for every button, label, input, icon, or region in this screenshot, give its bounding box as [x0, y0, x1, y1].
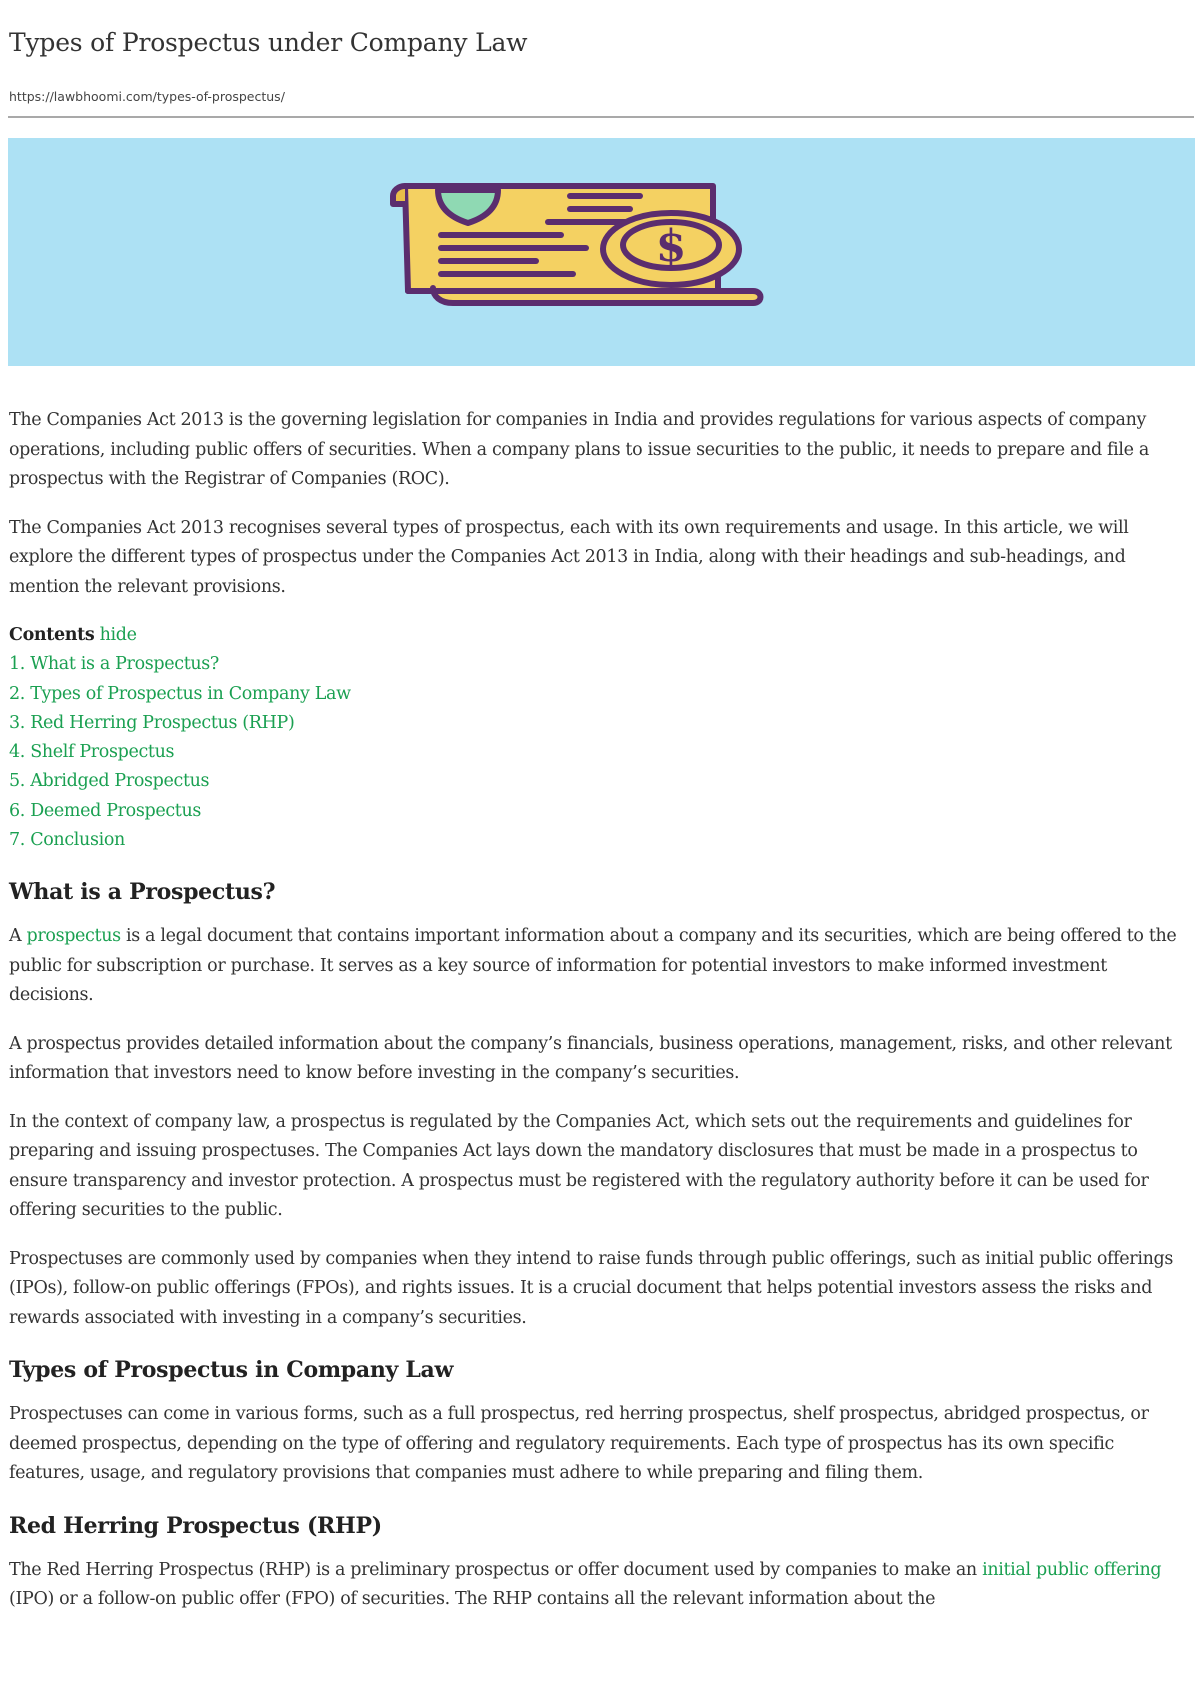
- page-title: Types of Prospectus under Company Law: [9, 28, 528, 57]
- section1-p1-prefix: A: [9, 926, 27, 947]
- intro-paragraph-2: The Companies Act 2013 recognises several types of prospectus, each with its own requirements and usage. In this article, we will explore the different types of prospectus under the Companies Act 2013 in India, along with their headings and sub-headings, and mention the relevant provisions.: [9, 517, 1129, 597]
- header-divider: [8, 116, 1194, 118]
- intro-paragraph-1: The Companies Act 2013 is the governing legislation for companies in India and provides regulations for various aspects of company operations, including public offers of securities. When a company plans to issue securities to the public, it needs to prepare and file a prospectus with the Registrar of Companies (ROC).: [9, 410, 1149, 489]
- toc-item-types-of-prospectus[interactable]: 2. Types of Prospectus in Company Law: [9, 683, 351, 704]
- svg-text:$: $: [655, 221, 687, 272]
- page-url: https://lawbhoomi.com/types-of-prospectus/: [9, 89, 285, 104]
- toc-item-red-herring-prospectus[interactable]: 3. Red Herring Prospectus (RHP): [9, 712, 295, 733]
- table-of-contents: [9, 621, 1193, 855]
- toc-item-conclusion[interactable]: 7. Conclusion: [9, 830, 125, 851]
- hero-banner: [8, 138, 1195, 366]
- section1-paragraph-1: [9, 922, 1193, 1011]
- section1-paragraph-2: A prospectus provides detailed information about the company’s financials, business operations, management, risks, and other relevant information that investors need to know before investing in the company’s securities.: [9, 1033, 1172, 1084]
- toc-heading: Contents: [9, 625, 95, 645]
- toc-item-shelf-prospectus[interactable]: 4. Shelf Prospectus: [9, 742, 175, 763]
- toc-item-deemed-prospectus[interactable]: 6. Deemed Prospectus: [9, 800, 202, 821]
- section3-p1-prefix: The Red Herring Prospectus (RHP) is a preliminary prospectus or offer document used by companies to make an: [9, 1559, 983, 1580]
- initial-public-offering-link[interactable]: initial public offering: [982, 1559, 1162, 1580]
- toc-hide-toggle[interactable]: hide: [99, 625, 137, 645]
- prospectus-document-with-dollar-coin-icon: [8, 138, 1195, 366]
- section-heading-what-is-prospectus: What is a Prospectus?: [9, 879, 276, 906]
- section1-p1-rest: is a legal document that contains important information about a company and its securities, which are being offered to the public for subscription or purchase. It serves as a key source of information for potential investors to make informed investment decisions.: [9, 926, 1177, 1006]
- section-heading-red-herring-prospectus: Red Herring Prospectus (RHP): [9, 1512, 382, 1539]
- section-heading-types-of-prospectus: Types of Prospectus in Company Law: [9, 1357, 454, 1384]
- section3-p1-rest: (IPO) or a follow-on public offer (FPO) of securities. The RHP contains all the relevant information about the: [9, 1589, 936, 1610]
- toc-item-what-is-prospectus[interactable]: 1. What is a Prospectus?: [9, 654, 219, 675]
- section1-paragraph-4: Prospectuses are commonly used by companies when they intend to raise funds through public offerings, such as initial public offerings (IPOs), follow-on public offerings (FPOs), and rights issues. It is a crucial document that helps potential investors assess the risks and rewards associated with investing in a company’s securities.: [9, 1248, 1173, 1328]
- toc-list: [9, 650, 1193, 855]
- section2-paragraph-1: Prospectuses can come in various forms, such as a full prospectus, red herring prospectus, shelf prospectus, abridged prospectus, or deemed prospectus, depending on the type of offering and regulatory requirements. Each type of prospectus has its own specific features, usage, and regulatory provisions that companies must adhere to while preparing and filing them.: [9, 1404, 1149, 1484]
- toc-item-abridged-prospectus[interactable]: 5. Abridged Prospectus: [9, 771, 210, 792]
- section3-paragraph-1: [9, 1556, 1193, 1615]
- article-body: [9, 406, 1193, 1634]
- section1-paragraph-3: In the context of company law, a prospectus is regulated by the Companies Act, which sets out the requirements and guidelines for preparing and issuing prospectuses. The Companies Act lays down the mandatory disclosures that must be made in a prospectus to ensure transparency and investor protection. A prospectus must be registered with the regulatory authority before it can be used for offering securities to the public.: [9, 1111, 1149, 1221]
- prospectus-link[interactable]: prospectus: [26, 926, 121, 947]
